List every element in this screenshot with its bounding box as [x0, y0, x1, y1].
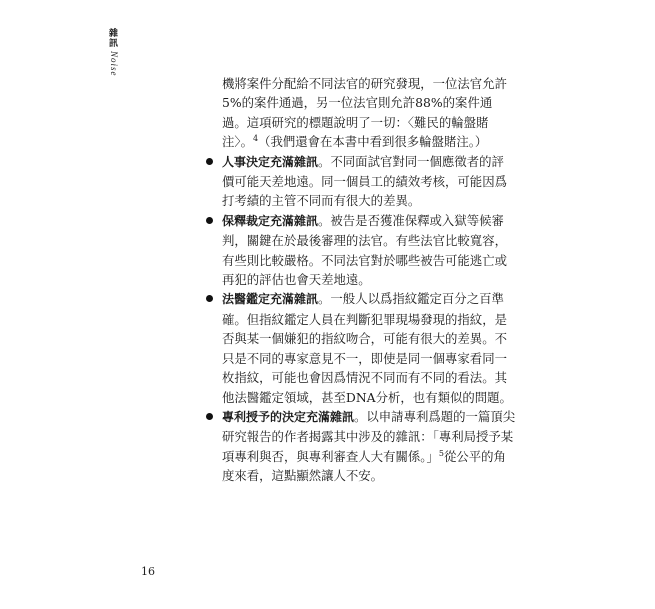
bullet-text: 。不同面試官對同一個應徵者的評價可能天差地遠。同一個員工的績效考核，可能因爲打考績的主管不同而有很大的差異。 — [222, 153, 507, 209]
bullet-text: 。以申請專利爲題的一篇頂尖研究報告的作者揭露其中涉及的雜訊：「專利局授予某項專利與否，與專利審查人大有關係。」 — [222, 408, 516, 464]
footnote-ref: 5 — [438, 448, 444, 458]
list-item — [206, 211, 516, 290]
bullet-icon — [206, 217, 213, 224]
running-header-subtitle: Noise — [109, 51, 119, 77]
bullet-text: 。一般人以爲指紋鑑定百分之百準確。但指紋鑑定人員在判斷犯罪現場發現的指紋，是否與某一個嫌犯的指紋吻合，可能有很大的差異。不只是不同的專家意見不一，即使是同一個專家看同一枚指紋，可能也會因爲情況不同而有不同的看法。其他法醫鑑定領域，甚至DNA分析，也有類似的問題。 — [222, 291, 512, 405]
list-item — [206, 152, 516, 211]
bullet-text: 。被告是否獲准保釋或入獄等候審判，關鍵在於最後審理的法官。有些法官比較寬容，有些則比較嚴格。不同法官對於哪些被告可能逃亡或再犯的評估也會天差地遠。 — [222, 212, 507, 288]
bullet-after-note: 從公平的角度來看，這點顯然讓人不安。 — [222, 448, 506, 484]
footnote-ref: 4 — [252, 134, 259, 144]
bullet-term: 人事決定充滿雜訊 — [222, 154, 319, 169]
page-number: 16 — [141, 565, 155, 578]
bullet-icon — [206, 158, 213, 165]
page-body — [206, 74, 516, 486]
bullet-icon — [206, 295, 213, 302]
bullet-list — [206, 152, 516, 486]
running-header-title: 雜訊 — [107, 28, 117, 48]
running-header — [106, 28, 119, 77]
intro-after-note: （我們還會在本書中看到很多輪盤賭注。） — [258, 134, 488, 150]
bullet-term: 法醫鑑定充滿雜訊 — [222, 292, 319, 307]
intro-text: 機將案件分配給不同法官的研究發現，一位法官允許5%的案件通過，另一位法官則允許88%的案件通過。這項研究的標題說明了一切：〈難民的輪盤賭注〉。 — [222, 76, 507, 150]
bullet-term: 專利授予的決定充滿雜訊 — [222, 409, 355, 424]
list-item — [206, 289, 516, 406]
bullet-term: 保釋裁定充滿雜訊 — [222, 213, 319, 228]
bullet-icon — [206, 413, 213, 420]
intro-paragraph — [206, 74, 516, 152]
list-item — [206, 407, 516, 486]
